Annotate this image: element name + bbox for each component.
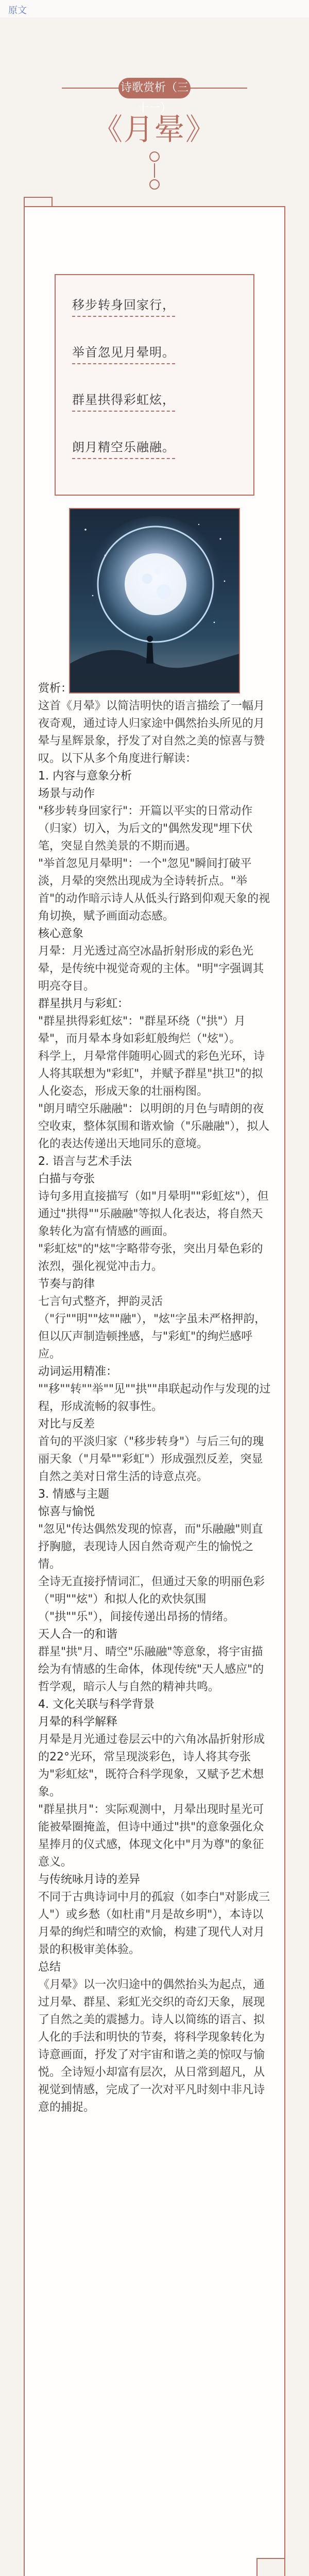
section-heading: 3. 情感与主题 [38, 1488, 109, 1501]
subheading: 群星拱月与彩虹： [38, 997, 129, 1010]
moon-crater [154, 567, 161, 574]
person-silhouette [146, 643, 153, 664]
analysis-paragraph: "忽见"传达偶然发现的惊喜，而"乐融融"则直抒胸臆，表现诗人因自然奇观产生的愉悦之情。 [38, 1523, 263, 1571]
analysis-paragraph: 不同于古典诗词中月的孤寂（如李白"对影成三人"）或乡愁（如杜甫"月是故乡明"），本诗以月晕的绚烂和晴空的欢愉，构建了现代人对月景的积极审美体验。 [38, 1891, 270, 1956]
analysis-paragraph: "彩虹炫"的"炫"字略带夸张，突出月晕色彩的浓烈，强化视觉冲击力。 [38, 1243, 263, 1273]
moon-crater [157, 584, 171, 599]
person-head [147, 636, 153, 642]
section-heading: 4. 文化关联与科学背景 [38, 1698, 154, 1711]
poem-title: 《月晕》 [92, 112, 216, 147]
header-rule-left [62, 88, 124, 89]
analysis-paragraph: "举首忽见月晕明"：一个"忽见"瞬间打破平淡，月晕的突然出现成为全诗转折点。"举首"的动作暗示诗人从低头行路到仰观天象的视角切换，赋予画面动态感。 [38, 857, 270, 923]
subheading: 节奏与韵律 [38, 1278, 95, 1291]
analysis-paragraph: 首句的平淡归家（"移步转身"）与后三句的瑰丽天象（"月晕""彩虹"）形成强烈反差，突显自然之美对日常生活的诗意点亮。 [38, 1435, 264, 1483]
analysis-paragraph: 全诗无直接抒情词汇，但通过天象的明丽色彩（"明""炫"）和拟人化的欢快氛围（"拱""乐"），间接传递出昂扬的情绪。 [38, 1575, 265, 1623]
analysis-paragraph: "群星拱得彩虹炫"："群星环绕（"拱"）月晕"，而月晕本身如彩虹般绚烂（"炫"）。 [38, 1015, 246, 1045]
original-text-link[interactable]: 原文 [8, 5, 27, 16]
analysis-text [38, 680, 271, 2116]
analysis-paragraph: 《月晕》以一次归途中的偶然抬头为起点，通过月晕、群星、彩虹光交织的奇幻天象，展现了自然之美的震撼力。诗人以简练的语言、拟人化的手法和明快的节奏，将科学现象转化为诗意画面，抒发了对宇宙和谐之美的惊叹与愉悦。全诗短小却富有层次，从日常到超凡，从视觉到情感，完成了一次对平凡时刻中非凡诗意的捕捉。 [38, 1978, 265, 2114]
analysis-paragraph: 月晕是月光通过卷层云中的六角冰晶折射形成的22°光环，常呈现淡彩色，诗人将其夸张为"彩虹炫"，既符合科学现象，又赋予艺术想象。 [38, 1733, 265, 1799]
moon-crater [142, 573, 152, 584]
analysis-paragraph: 群星"拱"月、晴空"乐融融"等意象，将宇宙描绘为有情感的生命体，体现传统"天人感应"的哲学观，暗示人与自然的精神共鸣。 [38, 1646, 264, 1693]
header-rule-right [185, 88, 247, 89]
subheading: 核心意象 [38, 927, 84, 940]
subheading: 天人合一的和谐 [38, 1628, 118, 1641]
analysis-paragraph: 诗句多用直接描写（如"月晕明""彩虹炫"），但通过"拱得""乐融融"等拟人化表达，将自然天象转化为富有情感的画面。 [38, 1190, 269, 1238]
analysis-paragraph: 这首《月晕》以简洁明快的语言描绘了一幅月夜奇观，通过诗人归家途中偶然抬头所见的月晕与星辉景象，抒发了对自然之美的惊喜与赞叹。以下从多个角度进行解读： [38, 700, 265, 765]
top-strip [0, 0, 309, 18]
analysis-paragraph: "移步转身回家行"：开篇以平实的日常动作（归家）切入，为后文的"偶然发现"埋下伏笔，突显自然美景的不期而遇。 [38, 805, 253, 853]
subheading: 月晕的科学解释 [38, 1716, 118, 1728]
analysis-paragraph: "群星拱月"：实际观测中，月晕出现时星光可能被晕圈掩盖，但诗中通过"拱"的意象强化众星捧月的仪式感，体现文化中"月为尊"的象征意义。 [38, 1803, 264, 1869]
moon [125, 553, 186, 615]
analysis-paragraph: ""移""转""举""见""拱""串联起动作与发现的过程，形成流畅的叙事性。 [38, 1383, 271, 1413]
poem-line: 群星拱得彩虹炫， [72, 389, 175, 412]
poem-line: 移步转身回家行， [72, 295, 175, 317]
section-heading: 2. 语言与艺术手法 [38, 1155, 132, 1168]
subheading: 动词运用精准： [38, 1365, 118, 1378]
moon-halo-image [70, 509, 240, 693]
poem-line: 朗月精空乐融融。 [72, 437, 175, 459]
subheading: 惊喜与愉悦 [38, 1505, 95, 1518]
analysis-paragraph: 月晕：月光透过高空冰晶折射形成的彩色光晕，是传统中视觉奇观的主体。"明"字强调其明亮夺目。 [38, 945, 264, 993]
decorative-dot-icon [149, 179, 160, 190]
analysis-paragraph: 科学上，月晕常伴随明心圆式的彩色光环，诗人将其联想为"彩虹"，并赋予群星"拱卫"的拟人化姿态，形成天象的壮丽构图。 [38, 1050, 265, 1098]
section-heading: 总结 [38, 1961, 61, 1974]
subheading: 场景与动作 [38, 787, 95, 800]
decorative-dot-icon [149, 151, 160, 162]
analysis-heading: 赏析： [38, 682, 73, 695]
moon-illustration [69, 508, 240, 693]
decorative-line [154, 163, 155, 178]
card-corner-decoration [256, 2558, 285, 2576]
subheading: 白描与夸张 [38, 1173, 95, 1185]
section-heading: 1. 内容与意象分析 [38, 770, 132, 783]
header [0, 18, 309, 218]
analysis-paragraph: 七言句式整齐，押韵灵活（"行""明""炫""融"），"炫"字虽未严格押韵，但以仄声制造顿挫感，与"彩虹"的绚烂感呼应。 [38, 1295, 266, 1361]
poem-line: 举首忽见月晕明。 [72, 342, 175, 364]
subheading: 对比与反差 [38, 1418, 95, 1431]
series-label: 诗歌赏析（三十一） [118, 78, 191, 98]
subheading: 与传统咏月诗的差异 [38, 1873, 141, 1886]
analysis-paragraph: "朗月晴空乐融融"：以明朗的月色与晴朗的夜空收束，整体氛围和谐欢愉（"乐融融"），拟人化的表达传递出天地同乐的意境。 [38, 1103, 270, 1150]
